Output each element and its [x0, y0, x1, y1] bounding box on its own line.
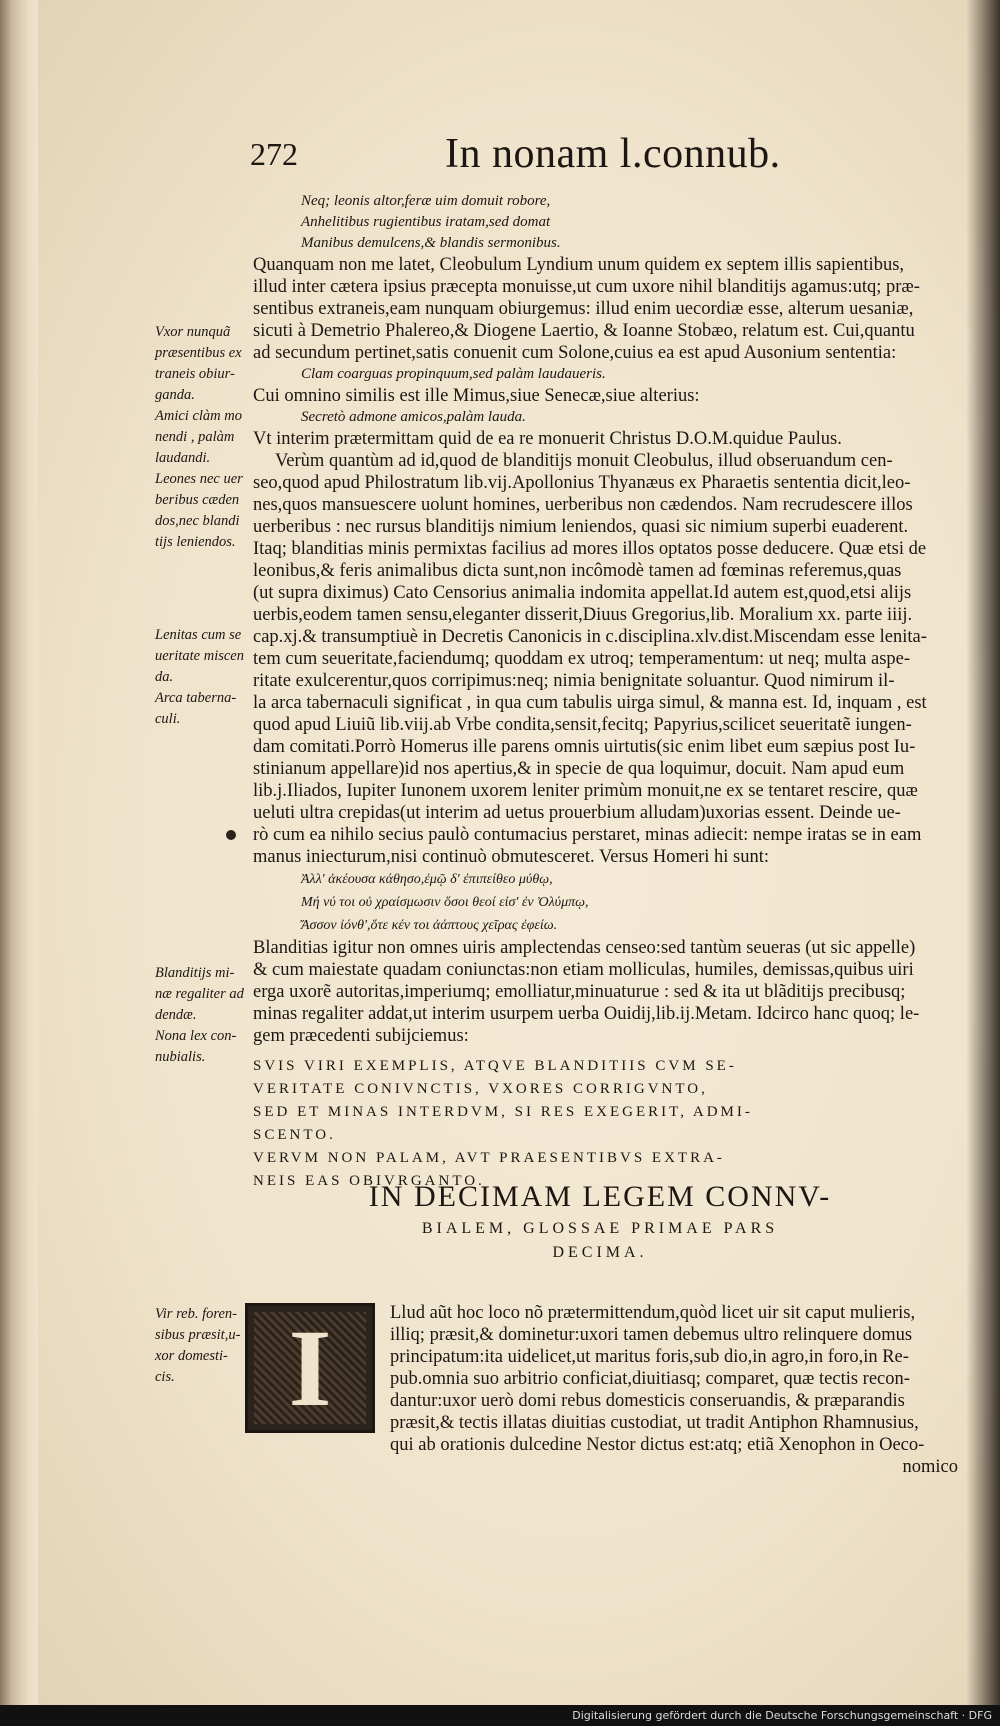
text-line: seo,quod apud Philostratum lib.vij.Apollonius Thyanæus ex Pharaetis sententia dicit,leo- — [253, 473, 911, 493]
marginal-note: Arca taberna- culi. — [155, 690, 237, 727]
marginal-note: Vxor nunquã præsentibus ex traneis obiur- ganda. — [155, 324, 242, 403]
text-line: Llud aũt hoc loco nõ prætermittendum,quòd licet uir sit caput mulieris, — [390, 1303, 916, 1323]
text-line: uerbis,eodem tamen sensu,eleganter disserit,Diuus Gregorius,lib. Moralium xx. parte iiij. — [253, 605, 913, 625]
page-number: 272 — [250, 136, 298, 172]
marginal-note: Lenitas cum se ueritate miscen da. — [155, 627, 244, 685]
gutter-shadow — [966, 0, 1000, 1705]
text-line: tem cum seueritate,faciendumq; quoddam ex utroq; temperamentum: ut neq; multa aspe- — [253, 649, 911, 669]
law-text-line: SCENTO. — [253, 1127, 336, 1143]
verse-line: Secretò admone amicos,palàm lauda. — [301, 409, 526, 425]
text-line: pub.omnia suo arbitrio conficiat,diuitiasq; comparet, quæ tectis recon- — [390, 1369, 910, 1389]
text-line: uerberibus : nec rursus blanditijs nimium leniendos, quasi sic nimium superbi euaderent. — [253, 517, 909, 537]
text-line: sentibus extraneis,eam nunquam obiurgemus: illud enim uecordiæ esse, alterum uesaniæ, — [253, 299, 914, 319]
verse-line: Anhelitibus rugientibus iratam,sed domat — [301, 214, 551, 230]
ink-blot — [226, 830, 236, 840]
text-line: erga uxorẽ autoritas,imperiumq; emolliatur,minuaturue : sed & ita ut blãditijs precibusq; — [253, 982, 906, 1002]
text-line: (ut supra diximus) Cato Censorius animalia indomita appellat.Id autem est,quod,etsi alijs — [253, 583, 912, 603]
greek-verse: Μή νύ τοι οὐ χραίσμωσιν ὅσοι θεοί εἰσ' ἐν Ὀλύμπῳ, — [301, 895, 589, 910]
verse-line: Neq; leonis altor,feræ uim domuit robore, — [301, 193, 551, 209]
law-text-line: NEIS EAS OBIVRGANTO. — [253, 1173, 485, 1189]
decorated-initial — [245, 1303, 375, 1433]
section-heading-line: IN DECIMAM LEGEM CONNV- — [368, 1180, 832, 1213]
text-line: la arca tabernaculi significat , in qua cum tabulis uirga simul, & manna est. Id, inquam , est — [253, 693, 927, 713]
law-text-line: VERITATE CONIVNCTIS, VXORES CORRIGVNTO, — [253, 1081, 708, 1097]
marginal-note: Vir reb. foren- sibus præsit,u- xor domesti- cis. — [155, 1306, 241, 1385]
greek-verse: Ἀλλ' ἀκέουσα κάθησο,ἐμῷ δ' ἐπιπείθεο μύθῳ, — [301, 872, 553, 887]
text-line: rò cum ea nihilo secius paulò contumacius perstaret, minas adiecit: nempe iratas se in eam — [253, 825, 922, 845]
text-line: minas regaliter addat,ut interim usurpem uerba Ouidij,lib.ij.Metam. Idcirco hanc quoq; le- — [253, 1004, 920, 1024]
text-line: manus iniecturum,nisi continuò obmutesceret. Versus Homeri hi sunt: — [253, 847, 770, 867]
text-line: Itaq; blanditias minis permixtas facilius ad mores illos optatos posse deducere. Quæ etsi de — [253, 539, 927, 559]
text-line: Blanditias igitur non omnes uiris amplectendas censeo:sed tantùm seueras (ut sic appelle) — [253, 938, 916, 958]
running-header — [250, 130, 850, 180]
text-line: leonibus,& feris animalibus dicta sunt,non incômodè tamen ad fœminas referemus,quas — [253, 561, 902, 581]
text-line: stinianum appellare)id nos apertius,& in specie de qua loquimur, docuit. Nam apud eum — [253, 759, 905, 779]
text-line: nes,quos mansuescere uolunt homines, uerberibus non cædendos. Nam recrudescere illos — [253, 495, 913, 515]
text-line: quod apud Liuiũ lib.viij.ab Vrbe condita,sensit,fecitq; Papyrius,scilicet seueritatẽ iungen- — [253, 715, 912, 735]
section-heading-line: BIALEM, GLOSSAE PRIMAE PARS — [421, 1220, 779, 1237]
marginal-note: Leones nec uer beribus cæden dos,nec blandi tijs leniendos. — [155, 471, 243, 550]
text-line: ueluti ultra crepidas(ut interim ad uetus prouerbium alludam)uxorias essent. Deinde ue- — [253, 803, 901, 823]
text-line: lib.j.Iliados, Iupiter Iunonem uxorem leniter primùm monuit,ne ex se tentaret rescire, quæ — [253, 781, 918, 801]
text-line: dam comitati.Porrò Homerus ille parens omnis uirtutis(sic enim libet eum sæpius post Iu- — [253, 737, 916, 757]
text-line: cap.xj.& transumptiuè in Decretis Canonicis in c.disciplina.xlv.dist.Miscendam esse lenita- — [253, 627, 927, 647]
text-line: præsit,& tectis illatas diuitias custodiat, ut tradit Antiphon Rhamnusius, — [390, 1413, 919, 1433]
marginal-note: Amici clàm mo nendi , palàm laudandi. — [155, 408, 242, 466]
text-line: gem præcedenti subijciemus: — [253, 1026, 469, 1046]
initial-letter: I — [288, 1307, 332, 1429]
text-line: illiq; præsit,& dominetur:uxori tamen debemus ultro relinquere domus — [390, 1325, 913, 1345]
law-text-line: SVIS VIRI EXEMPLIS, ATQVE BLANDITIIS CVM SE- — [253, 1058, 737, 1074]
text-line: illud inter cætera ipsius præcepta monuisse,ut cum uxore nihil blanditijs agamus:utq; præ- — [253, 277, 920, 297]
section-heading-line: DECIMA. — [552, 1244, 648, 1261]
text-line: Vt interim prætermittam quid de ea re monuerit Christus D.O.M.quidue Paulus. — [253, 429, 842, 449]
footer-credit: Digitalisierung gefördert durch die Deutsche Forschungsgemeinschaft · DFG — [0, 1705, 1000, 1726]
section-heading — [250, 1180, 950, 1262]
text-line: ad secundum pertinet,satis conuenit cum Solone,cuius ea est apud Ausonium sententia: — [253, 343, 897, 363]
text-line: Quanquam non me latet, Cleobulum Lyndium unum quidem ex septem illis sapientibus, — [253, 255, 905, 275]
text-line: sicuti à Demetrio Phalereo,& Diogene Laertio, & Ioanne Stobæo, relatum est. Cui,quantu — [253, 321, 915, 341]
marginal-note: Nona lex con- nubialis. — [155, 1028, 237, 1065]
text-line: principatum:ita uidelicet,ut maritus foris,sub dio,in agro,in foro,in Re- — [390, 1347, 909, 1367]
text-line: & cum maiestate quadam coniunctas:non etiam molliculas, humiles, demissas,quibus uiri — [253, 960, 914, 980]
text-line: Verùm quantùm ad id,quod de blanditijs monuit Cleobulus, illud obseruandum cen- — [275, 451, 893, 471]
verse-line: Manibus demulcens,& blandis sermonibus. — [301, 235, 561, 251]
main-text-block — [253, 191, 958, 1193]
greek-verse: Ἄσσον ἰόνθ',ὅτε κέν τοι ἀάπτους χεῖρας ἐφείω. — [301, 918, 558, 933]
running-title: In nonam l.connub. — [445, 131, 781, 177]
text-line: Cui omnino similis est ille Mimus,siue Senecæ,siue alterius: — [253, 386, 700, 406]
text-line: nomico — [902, 1457, 958, 1477]
book-page-edges — [0, 0, 40, 1705]
main-text-block — [390, 1302, 958, 1478]
law-text-line: SED ET MINAS INTERDVM, SI RES EXEGERIT, ADMI- — [253, 1104, 753, 1120]
text-line: ritate exulcerentur,quos corripimus:neq; nimia benignitate soluantur. Quod nimirum il- — [253, 671, 895, 691]
text-line: qui ab orationis dulcedine Nestor dictus est:atq; etiã Xenophon in Oeco- — [390, 1435, 925, 1455]
law-text-line: VERVM NON PALAM, AVT PRAESENTIBVS EXTRA- — [253, 1150, 725, 1166]
verse-line: Clam coarguas propinquum,sed palàm laudaueris. — [301, 366, 606, 382]
text-line: dantur:uxor uerò domi rebus domesticis conseruandis, & præparandis — [390, 1391, 905, 1411]
marginal-note: Blanditijs mi- næ regaliter ad dendæ. — [155, 965, 244, 1023]
